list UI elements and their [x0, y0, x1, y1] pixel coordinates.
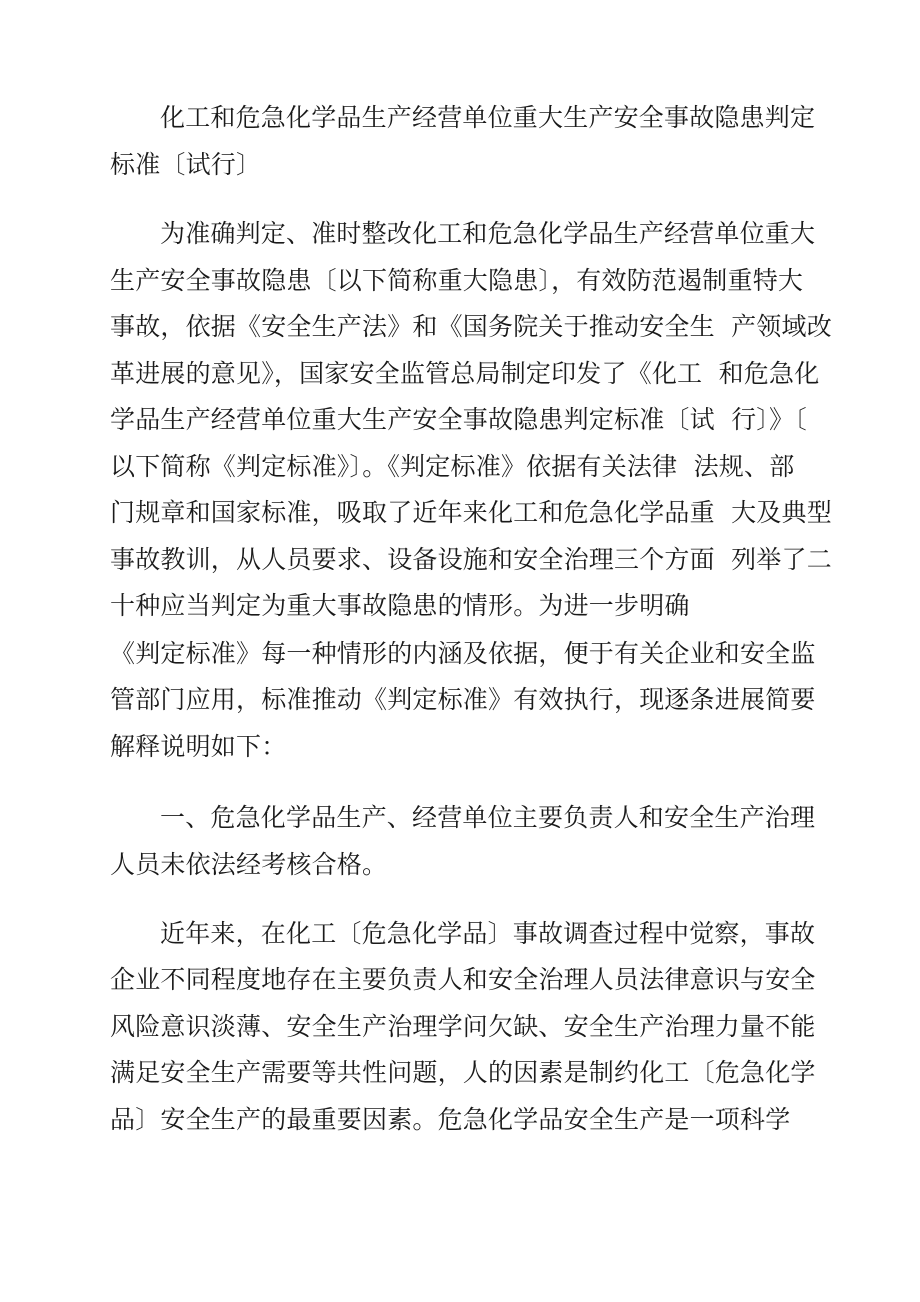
intro-line-5: 学品生产经营单位重大生产安全事故隐患判定标准〔试 行〕》〔 [110, 405, 807, 434]
intro-line-1: 为准确判定、准时整改化工和危急化学品生产经营单位重大 [160, 219, 816, 248]
item1-line-1: 一、危急化学品生产、经营单位主要负责人和安全生产治理 [160, 803, 816, 832]
intro-line-12: 解释说明如下： [110, 732, 287, 761]
title-line-2: 标准〔试行〕 [110, 150, 262, 179]
intro-line-10: 《判定标准》每一种情形的内涵及依据，便于有关企业和安全监 [110, 639, 816, 668]
body-line-4: 满足安全生产需要等共性问题，人的因素是制约化工〔危急化学 [110, 1058, 816, 1087]
intro-line-3: 事故，依据《安全生产法》和《国务院关于推动安全生 产领域改 [110, 312, 832, 341]
body-line-2: 企业不同程度地存在主要负责人和安全治理人员法律意识与安全 [110, 965, 816, 994]
body-line-3: 风险意识淡薄、安全生产治理学问欠缺、安全生产治理力量不能 [110, 1012, 816, 1041]
intro-line-11: 管部门应用，标准推动《判定标准》有效执行，现逐条进展简要 [110, 685, 816, 714]
intro-line-7: 门规章和国家标准，吸取了近年来化工和危急化学品重 大及典型 [110, 498, 832, 527]
intro-line-6: 以下简称《判定标准》〕。《判定标准》依据有关法律 法规、部 [110, 452, 795, 481]
intro-line-8: 事故教训，从人员要求、设备设施和安全治理三个方面 列举了二 [110, 545, 832, 574]
intro-line-2: 生产安全事故隐患〔以下简称重大隐患〕，有效防范遏制重特大 [110, 266, 804, 295]
intro-line-9: 十种应当判定为重大事故隐患的情形。为进一步明确 [110, 591, 690, 620]
title-line-1: 化工和危急化学品生产经营单位重大生产安全事故隐患判定 [160, 103, 816, 132]
body-line-1: 近年来，在化工〔危急化学品〕事故调查过程中觉察，事故 [160, 919, 816, 948]
intro-line-4: 革进展的意见》，国家安全监管总局制定印发了《化工 和危急化 [110, 359, 820, 388]
body-line-5: 品〕安全生产的最重要因素。危急化学品安全生产是一项科学 [110, 1105, 791, 1134]
item1-line-2: 人员未依法经考核合格。 [110, 850, 388, 879]
